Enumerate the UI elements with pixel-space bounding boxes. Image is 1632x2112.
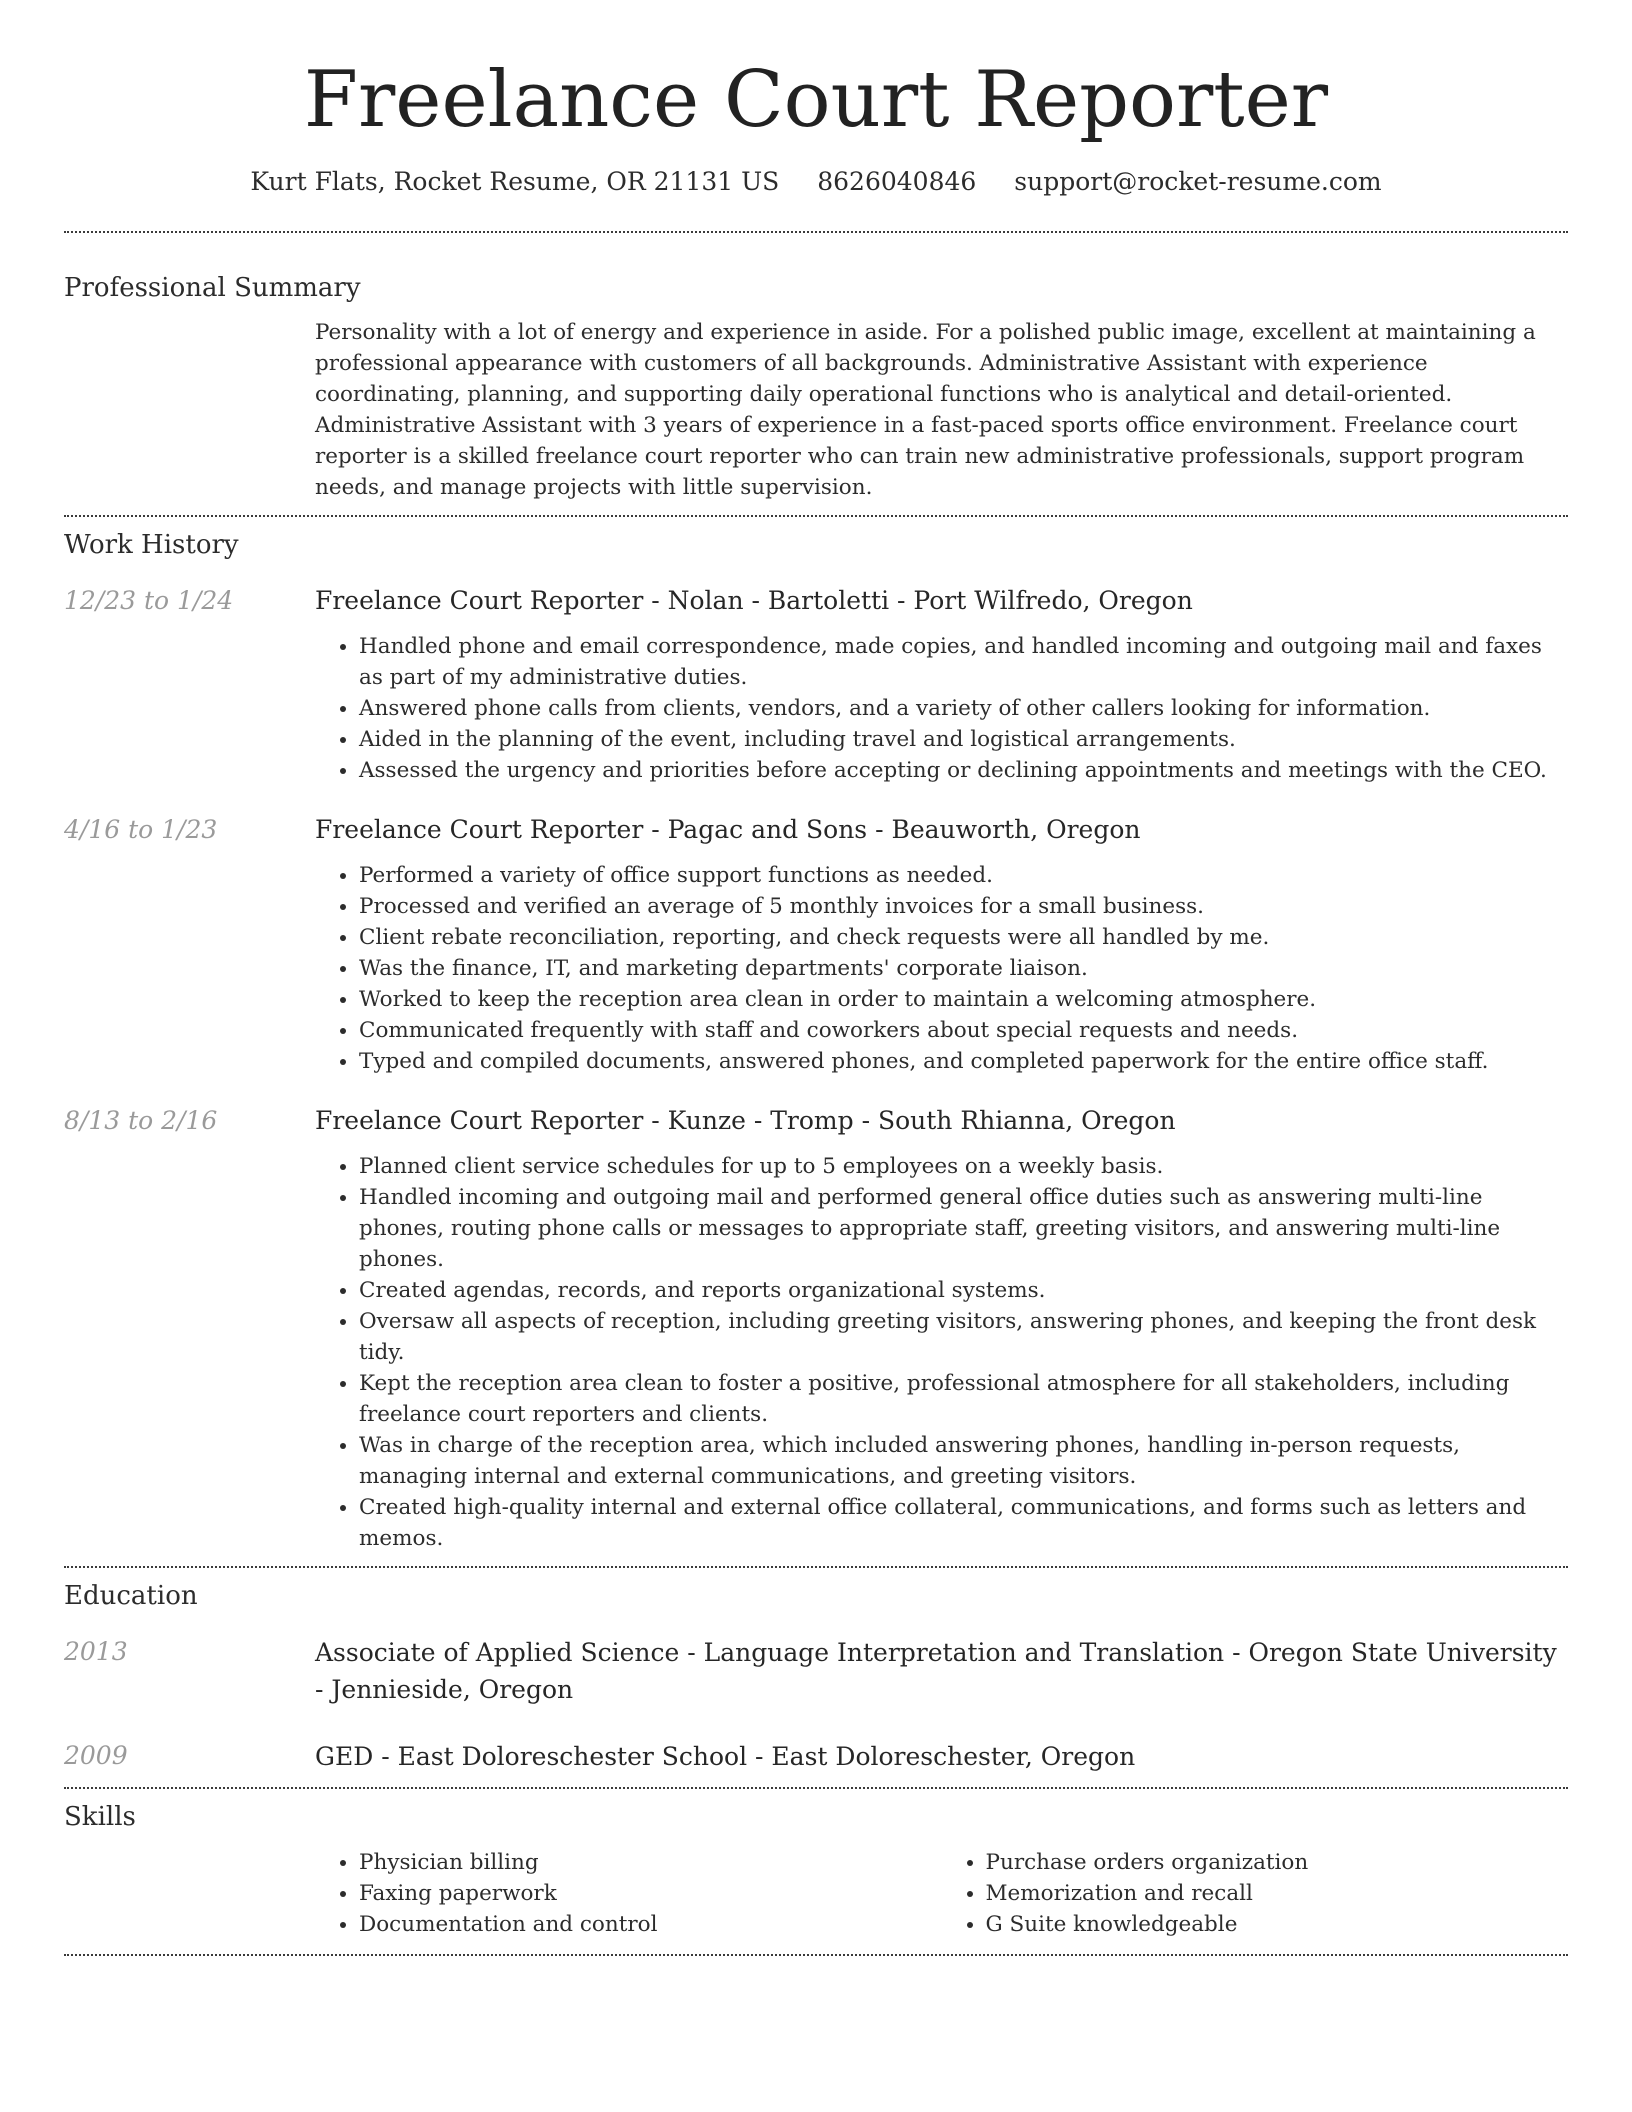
summary-text: Personality with a lot of energy and experience in aside. For a polished public image, excellent at maintaining a professional appearance with customers of all backgrounds. Administrative Assistant with experience coordinating, planning, and supporting daily operational functions who is analytical and detail-oriented. Administrative Assistant with 3 years of experience in a fast-paced sports office environment. Freelance court reporter is a skilled freelance court reporter who can train new administrative professionals, support program needs, and manage projects with little supervision. — [315, 320, 1536, 500]
job-dates: 4/16 to 1/23 — [64, 815, 218, 844]
job-bullets — [315, 1151, 1568, 1554]
list-item: • Communicated frequently with staff and coworkers about special requests and needs. — [359, 1015, 1568, 1046]
education-entry — [64, 1738, 1568, 1775]
skill-item: • Documentation and control — [359, 1909, 942, 1940]
list-item: • Answered phone calls from clients, vendors, and a variety of other callers looking for information. — [359, 693, 1568, 724]
list-item: • Client rebate reconciliation, reporting, and check requests were all handled by me. — [359, 922, 1568, 953]
education-title: Education — [64, 1581, 198, 1611]
job-dates: 12/23 to 1/24 — [64, 586, 234, 615]
list-item: • Created agendas, records, and reports organizational systems. — [359, 1275, 1568, 1306]
list-item: • Planned client service schedules for up to 5 employees on a weekly basis. — [359, 1151, 1568, 1182]
divider — [64, 1787, 1568, 1789]
skill-item: • Memorization and recall — [986, 1878, 1569, 1909]
contact-phone: 8626040846 — [817, 167, 977, 196]
divider — [64, 231, 1568, 233]
list-item: • Assessed the urgency and priorities before accepting or declining appointments and meetings with the CEO. — [359, 755, 1568, 786]
summary-section — [64, 272, 1568, 503]
skills-section — [64, 1801, 1568, 1940]
divider — [64, 1954, 1568, 1956]
divider — [64, 1566, 1568, 1568]
education-entry — [64, 1634, 1568, 1708]
list-item: • Oversaw all aspects of reception, including greeting visitors, answering phones, and keeping the front desk tidy. — [359, 1306, 1568, 1368]
skills-column-right — [942, 1847, 1569, 1940]
contact-line — [64, 166, 1568, 198]
summary-title: Professional Summary — [64, 273, 361, 303]
skills-list — [315, 1847, 1568, 1940]
skill-item: • Faxing paperwork — [359, 1878, 942, 1909]
work-history-section — [64, 529, 1568, 1554]
divider — [64, 515, 1568, 517]
resume-name: Freelance Court Reporter — [303, 55, 1329, 145]
job-entry — [64, 812, 1568, 1077]
job-heading: Freelance Court Reporter - Kunze - Tromp - South Rhianna, Oregon — [315, 1106, 1176, 1135]
skill-item: • G Suite knowledgeable — [986, 1909, 1569, 1940]
job-entry — [64, 583, 1568, 786]
skill-item: • Purchase orders organization — [986, 1847, 1569, 1878]
job-bullets — [315, 631, 1568, 786]
list-item: • Processed and verified an average of 5 monthly invoices for a small business. — [359, 891, 1568, 922]
list-item: • Handled incoming and outgoing mail and performed general office duties such as answering multi-line phones, routing phone calls or messages to appropriate staff, greeting visitors, and answering multi-line phones. — [359, 1182, 1568, 1275]
job-heading: Freelance Court Reporter - Nolan - Bartoletti - Port Wilfredo, Oregon — [315, 586, 1193, 615]
list-item: • Aided in the planning of the event, including travel and logistical arrangements. — [359, 724, 1568, 755]
list-item: • Kept the reception area clean to foster a positive, professional atmosphere for all stakeholders, including freelance court reporters and clients. — [359, 1368, 1568, 1430]
skills-title: Skills — [64, 1802, 136, 1832]
education-year: 2009 — [64, 1741, 128, 1770]
contact-email: support@rocket-resume.com — [1014, 167, 1382, 196]
education-section — [64, 1580, 1568, 1775]
list-item: • Was the finance, IT, and marketing departments' corporate liaison. — [359, 953, 1568, 984]
education-heading: Associate of Applied Science - Language Interpretation and Translation - Oregon State University - Jennieside, Oregon — [315, 1638, 1557, 1704]
skills-column-left — [315, 1847, 942, 1940]
job-heading: Freelance Court Reporter - Pagac and Sons - Beauworth, Oregon — [315, 815, 1141, 844]
skill-item: • Physician billing — [359, 1847, 942, 1878]
list-item: • Typed and compiled documents, answered phones, and completed paperwork for the entire office staff. — [359, 1046, 1568, 1077]
job-entry — [64, 1103, 1568, 1554]
job-bullets — [315, 860, 1568, 1077]
list-item: • Created high-quality internal and external office collateral, communications, and forms such as letters and memos. — [359, 1492, 1568, 1554]
list-item: • Handled phone and email correspondence, made copies, and handled incoming and outgoing mail and faxes as part of my administrative duties. — [359, 631, 1568, 693]
work-history-title: Work History — [64, 530, 239, 560]
list-item: • Was in charge of the reception area, which included answering phones, handling in-person requests, managing internal and external communications, and greeting visitors. — [359, 1430, 1568, 1492]
job-dates: 8/13 to 2/16 — [64, 1106, 218, 1135]
education-year: 2013 — [64, 1637, 128, 1666]
education-heading: GED - East Doloreschester School - East Doloreschester, Oregon — [315, 1742, 1136, 1771]
list-item: • Worked to keep the reception area clean in order to maintain a welcoming atmosphere. — [359, 984, 1568, 1015]
contact-address: Kurt Flats, Rocket Resume, OR 21131 US — [250, 167, 780, 196]
list-item: • Performed a variety of office support functions as needed. — [359, 860, 1568, 891]
